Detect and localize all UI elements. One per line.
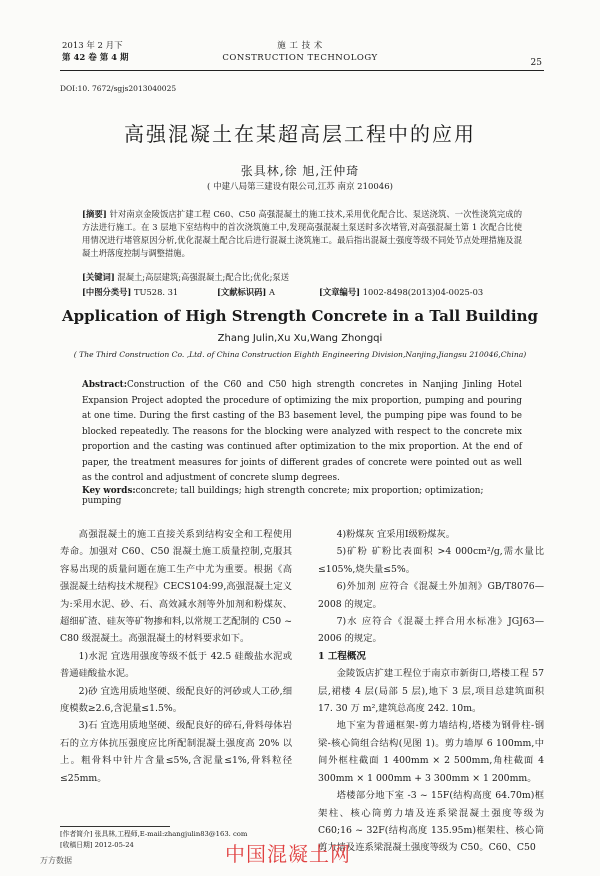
abstract-en-label: Abstract: [82, 380, 127, 390]
class-number-value: TU528. 31 [133, 287, 179, 297]
volume-issue: 第 42 卷 第 4 期 [62, 53, 129, 63]
body-paragraph: 4)粉煤灰 宜采用Ⅰ级粉煤灰。 [336, 529, 456, 540]
journal-name-en: CONSTRUCTION TECHNOLOGY [222, 53, 378, 63]
authors-en: Zhang Julin,Xu Xu,Wang Zhongqi [217, 333, 383, 344]
watermark: 中国混凝土网 [225, 842, 351, 866]
body-right-column [318, 526, 544, 857]
keywords-en-text: concrete; tall buildings; high strength concrete; mix proportion; optimization; pumping [82, 486, 484, 506]
body-paragraph: 6)外加剂 应符合《混凝土外加剂》GB/T8076—2008 的规定。 [318, 581, 544, 610]
article-number [319, 286, 483, 298]
body-paragraph: 7)水 应符合《混凝土拌合用水标准》JGJ63—2006 的规定。 [318, 616, 544, 645]
doc-code [217, 286, 319, 298]
source-label: 万方数据 [40, 856, 72, 865]
article-number-label: [文章编号] [319, 287, 361, 297]
class-number-label: [中图分类号] [82, 287, 132, 297]
body-paragraph: 塔楼部分地下室 -3 ~ 15F(结构高度 64.70m)框架柱、核心筒剪力墙及连系梁混凝土强度等级为 C60;16 ~ 32F(结构高度 135.95m)框架柱、核心筒剪力墙及连系梁混凝土强度等级为 C50。C60、C50 [318, 790, 544, 854]
body-paragraph: 地下室为普通框架-剪力墙结构,塔楼为钢骨柱-钢梁-核心筒组合结构(见图 1)。剪力墙厚 6 100mm,中间外框柱截面 1 400mm × 2 500mm,角柱截面 4 300mm × 1 000mm + 3 300mm × 1 200mm。 [318, 720, 544, 784]
page-number: 25 [530, 58, 542, 68]
abstract-cn [82, 208, 522, 260]
abstract-en-text: Construction of the C60 and C50 high strength concretes in Nanjing Jinling Hotel Expansion Project adopted the procedure of optimizing the mix proportion, pumping and pouring at one time. During the first casting of the B3 basement level, the pumping pipe was found to be blocked repeatedly. The reasons for the blocking were analyzed with respect to the concrete mix proportion and the casting was continued after optimization to the mix proportion. At the end of paper, the treatment measures for joints of different grades of concrete were pointed out as well as the control and adjustment of concrete slump degrees. [82, 380, 522, 483]
affiliation-cn: ( 中建八局第三建设有限公司,江苏 南京 210046) [207, 182, 393, 192]
running-header-center [0, 40, 600, 64]
issue-date: 2013 年 2 月下 [62, 41, 123, 51]
keywords-cn [82, 271, 522, 283]
body-paragraph: 高强混凝土的施工直接关系到结构安全和工程使用寿命。加强对 C60、C50 混凝土施工质量控制,克服其容易出现的质量问题在施工生产中尤为重要。根据《高强混凝土结构技术规程》CECS104:99,高强混凝土定义为:采用水泥、砂、石、高效减水剂等外加剂和粉煤灰、超细矿渣、硅灰等矿物掺和料,以常规工艺配制的 C50 ~ C80 级混凝土。高强混凝土的材料要求如下。 [60, 529, 292, 645]
body-paragraph: 金陵饭店扩建工程位于南京市新街口,塔楼工程 57 层,裙楼 4 层(局部 5 层),地下 3 层,项目总建筑面积 17. 30 万 m²,建筑总高度 242. 10m。 [318, 668, 544, 715]
abstract-cn-label: [摘要] [82, 209, 107, 219]
footnote-divider [60, 826, 170, 827]
doc-code-value: A [268, 287, 275, 297]
body-paragraph: 5)矿粉 矿粉比表面积 >4 000cm²/g,需水量比≤105%,烧失量≤5%。 [318, 546, 544, 575]
body-left-column [60, 526, 292, 787]
keywords-en-label: Key words: [82, 486, 136, 496]
classification-row [82, 286, 522, 298]
header-divider [60, 70, 544, 71]
article-number-value: 1002-8498(2013)04-0025-03 [362, 287, 484, 297]
authors-cn: 张具林,徐 旭,汪仲琦 [240, 164, 360, 178]
paper-title-en: Application of High Strength Concrete in a Tall Building [62, 307, 538, 325]
journal-name-cn: 施 工 技 术 [277, 41, 323, 51]
body-paragraph: 3)石 宜选用质地坚硬、级配良好的碎石,骨料母体岩石的立方体抗压强度应比所配制混凝土强度高 20% 以上。粗骨料中针片含量≤5%,含泥量≤1%,骨料粒径≤25mm。 [60, 720, 292, 784]
keywords-cn-text: 混凝土;高层建筑;高强混凝土;配合比;优化;泵送 [117, 272, 290, 282]
footnote-author: [作者简介] 张具林,工程师,E-mail:zhangjulin83@163. com [60, 830, 248, 838]
doc-code-label: [文献标识码] [217, 287, 267, 297]
footnotes [60, 829, 247, 851]
keywords-cn-label: [关键词] [82, 272, 115, 282]
keywords-en [82, 486, 522, 506]
abstract-en [82, 378, 522, 487]
body-paragraph: 1)水泥 宜选用强度等级不低于 42.5 硅酸盐水泥或普通硅酸盐水泥。 [60, 650, 292, 680]
affiliation-en: ( The Third Construction Co. ,Ltd. of China Construction Eighth Engineering Division,Nanjing,Jiangsu 210046,China) [73, 350, 527, 359]
section-heading: 1 工程概况 [318, 650, 366, 662]
paper-title-cn: 高强混凝土在某超高层工程中的应用 [124, 122, 476, 146]
class-number [82, 286, 217, 298]
doi: DOI:10. 7672/sgjs2013040025 [60, 84, 177, 93]
footnote-received: [收稿日期] 2012-05-24 [60, 841, 134, 849]
body-paragraph: 2)砂 宜选用质地坚硬、级配良好的河砂或人工砂,细度模数≥2.6,含泥量≤1.5%。 [60, 685, 292, 715]
abstract-cn-text: 针对南京金陵饭店扩建工程 C60、C50 高强混凝土的施工技术,采用优化配合比、泵送浇筑、一次性浇筑完成的方法进行施工。在 3 层地下室结构中的首次浇筑施工中,发现高强混凝土泵送时多次堵管,对高强混凝土第 1 次配合比使用情况进行堵管原因分析,优化混凝土配合比后进行混凝土浇筑施工。最后指出混凝土强度等级不同处节点处理措施及混凝土坍落度控制与调整措施。 [82, 209, 522, 258]
